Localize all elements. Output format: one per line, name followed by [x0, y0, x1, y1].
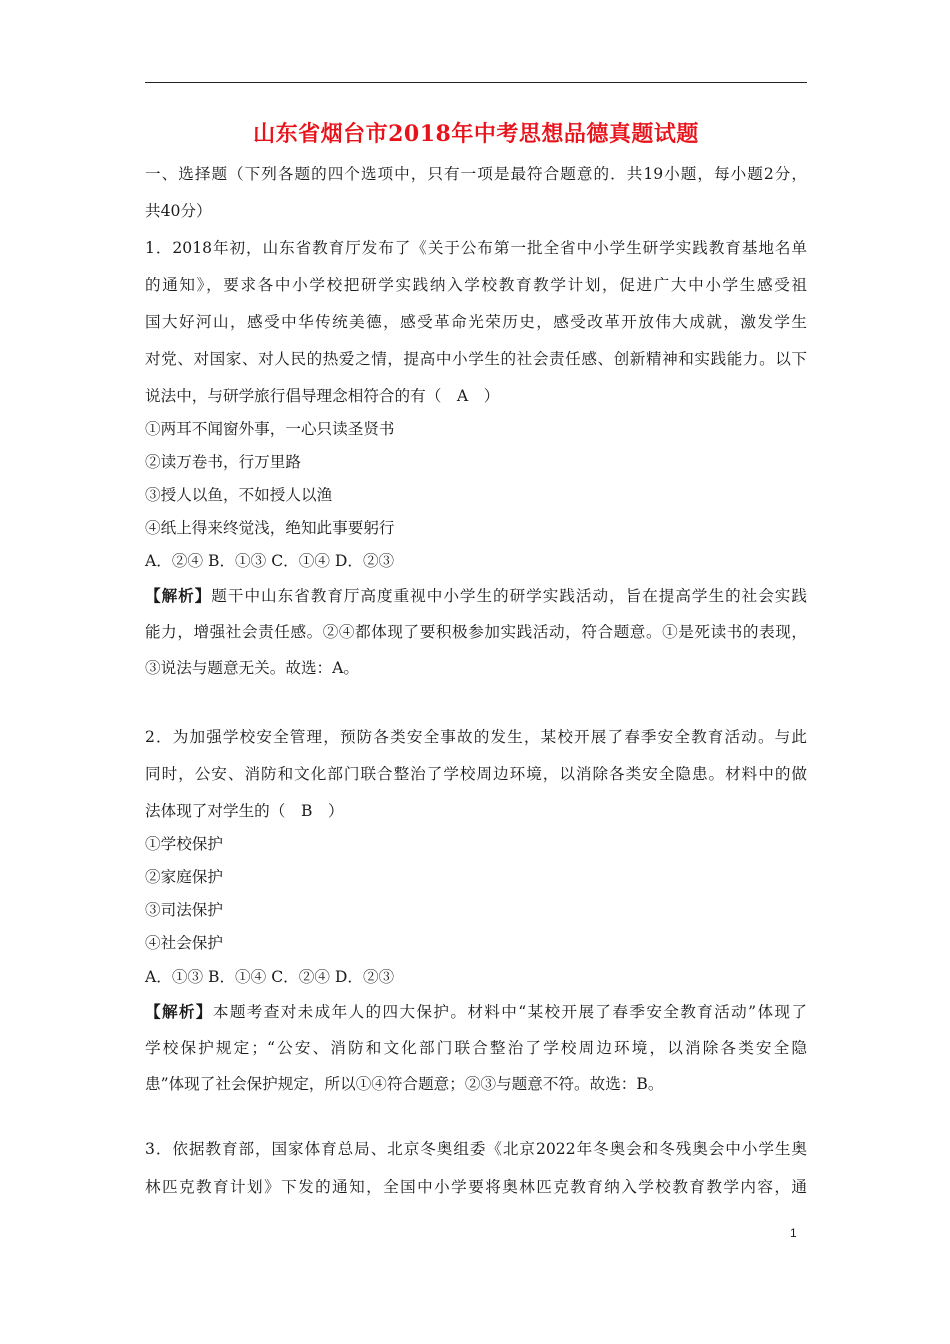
q3-stem-line: 3．依据教育部，国家体育总局、北京冬奥组委《北京2022年冬奥会和冬残奥会中小学生奥 [145, 1140, 807, 1158]
q1-stem-line: 说法中，与研学旅行倡导理念相符合的有（ A ） [145, 387, 500, 405]
q2-analysis-line: 学校保护规定；“公安、消防和文化部门联合整治了学校周边环境，以消除各类安全隐 [145, 1039, 807, 1057]
q1-analysis-line: 能力，增强社会责任感。②④都体现了要积极参加实践活动，符合题意。①是死读书的表现， [145, 623, 807, 641]
q1-stem-line: 国大好河山，感受中华传统美德，感受革命光荣历史，感受改革开放伟大成就，激发学生 [145, 313, 807, 331]
q1-option: ①两耳不闻窗外事，一心只读圣贤书 [145, 420, 395, 438]
section-heading: 一、选择题（下列各题的四个选项中，只有一项是最符合题意的．共19小题，每小题2分， [145, 165, 807, 183]
q1-stem-line: 1．2018年初，山东省教育厅发布了《关于公布第一批全省中小学生研学实践教育基地名单 [145, 239, 807, 257]
q1-stem-line: 对党、对国家、对人民的热爱之情，提高中小学生的社会责任感、创新精神和实践能力。以下 [145, 350, 807, 368]
q1-choices: A．②④ B．①③ C．①④ D．②③ [145, 552, 395, 570]
q1-analysis [145, 584, 807, 608]
analysis-label: 【解析】 [145, 1002, 213, 1021]
q2-stem-line: 2．为加强学校安全管理，预防各类安全事故的发生，某校开展了春季安全教育活动。与此 [145, 728, 807, 746]
q2-choices: A．①③ B．①④ C．②④ D．②③ [145, 968, 395, 986]
section-heading-cont: 共40分） [145, 202, 212, 220]
analysis-text: 本题考查对未成年人的四大保护。材料中“某校开展了春季安全教育活动”体现了 [212, 1003, 807, 1021]
q2-option: ②家庭保护 [145, 868, 223, 886]
q1-analysis-line: ③说法与题意无关。故选：A。 [145, 659, 359, 677]
q1-option: ③授人以鱼，不如授人以渔 [145, 486, 333, 504]
q2-stem-line: 同时，公安、消防和文化部门联合整治了学校周边环境，以消除各类安全隐患。材料中的做 [145, 765, 807, 783]
q2-analysis [145, 1000, 807, 1024]
analysis-label: 【解析】 [145, 586, 212, 605]
q1-option: ②读万卷书，行万里路 [145, 453, 301, 471]
q2-analysis-line: 患”体现了社会保护规定，所以①④符合题意；②③与题意不符。故选：B。 [145, 1075, 664, 1093]
q2-option: ①学校保护 [145, 835, 223, 853]
q2-option: ③司法保护 [145, 901, 223, 919]
q3-stem-line: 林匹克教育计划》下发的通知，全国中小学要将奥林匹克教育纳入学校教育教学内容，通 [145, 1178, 807, 1196]
q2-stem-line: 法体现了对学生的（ B ） [145, 802, 344, 820]
q1-stem-line: 的通知》，要求各中小学校把研学实践纳入学校教育教学计划，促进广大中小学生感受祖 [145, 276, 807, 294]
page-title: 山东省烟台市2018年中考思想品德真题试题 [253, 121, 699, 147]
analysis-text: 题干中山东省教育厅高度重视中小学生的研学实践活动，旨在提高学生的社会实践 [211, 587, 807, 605]
page-number: 1 [790, 1226, 797, 1240]
q1-option: ④纸上得来终觉浅，绝知此事要躬行 [145, 519, 395, 537]
header-rule [145, 82, 807, 83]
q2-option: ④社会保护 [145, 934, 223, 952]
